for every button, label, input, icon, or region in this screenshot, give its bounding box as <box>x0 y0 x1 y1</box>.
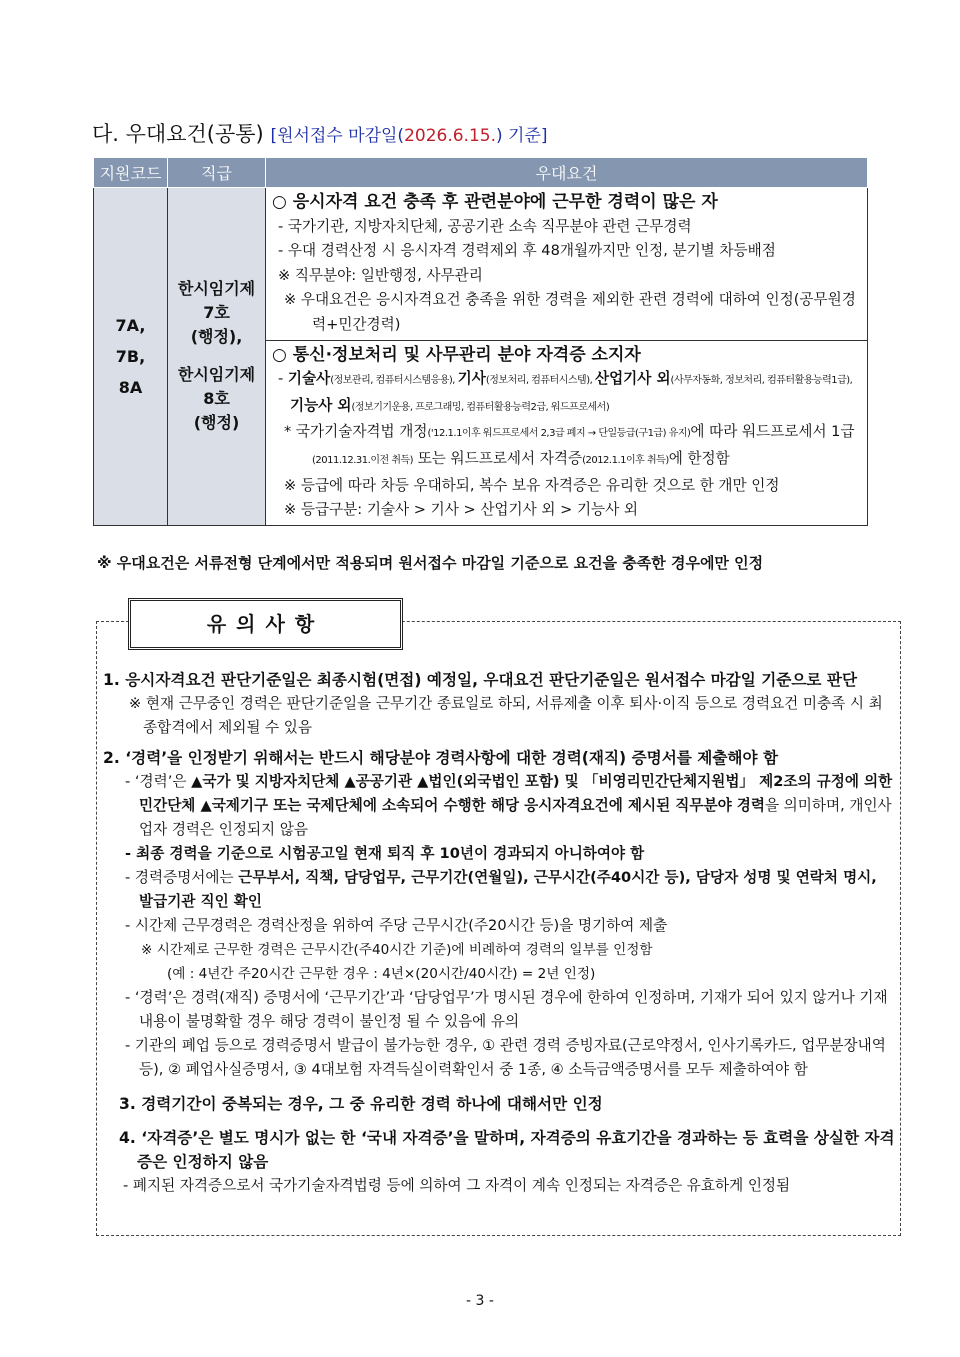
list-item: - 기술사(정보관리, 컴퓨터시스템응용), 기사(정보처리, 컴퓨터시스템), 산업기사 외(사무자동화, 정보처리, 컴퓨터활용능력1급), 기능사 외(정보기기운용, 프로그래밍, 컴퓨터활용능력2급, 워드프로세서) <box>278 370 853 414</box>
section-title <box>92 118 548 148</box>
basis-date-note: [원서접수 마감일(2026.6.15.) 기준] <box>270 126 548 146</box>
list-item: - 폐지된 자격증으로서 국가기술자격법령 등에 의하여 그 자격이 계속 인정되는 자격증은 유효하게 인정됨 <box>123 1177 791 1194</box>
list-item: - 우대 경력산정 시 응시자격 경력제외 후 48개월까지만 인정, 분기별 차등배점 <box>278 242 776 260</box>
list-item: - 경력증명서에는 근무부서, 직책, 담당업무, 근무기간(연월일), 근무시간(주40시간 등), 담당자 성명 및 연락처 명시, 발급기관 직인 확인 <box>125 869 877 910</box>
list-item: ※ 우대요건은 응시자격요건 충족을 위한 경력을 제외한 관련 경력에 대하여 인정(공무원경력+민간경력) <box>284 291 856 333</box>
notice-content <box>103 668 895 1198</box>
header-grade: 직급 <box>168 158 266 188</box>
example-line: (예 : 4년간 주20시간 근무한 경우 : 4년×(20시간/40시간) = 2년 인정) <box>167 966 596 982</box>
notice-item-2: 2. ‘경력’을 인정받기 위해서는 반드시 해당분야 경력사항에 대한 경력(재직) 증명서를 제출해야 함 <box>103 749 779 767</box>
table-footnote: ※ 우대요건은 서류전형 단계에서만 적용되며 원서접수 마감일 기준으로 요건을 충족한 경우에만 인정 <box>97 554 764 572</box>
table-row <box>94 188 868 341</box>
list-item: - 기관의 폐업 등으로 경력증명서 발급이 불가능한 경우, ① 관련 경력 증빙자료(근로약정서, 인사기록카드, 업무분장내역 등), ② 폐업사실증명서, ③ 4대보험 자격득실이력확인서 중 1종, ④ 소득금액증명서를 모두 제출하여야 함 <box>125 1037 886 1078</box>
requirement-license-cell <box>266 340 868 525</box>
preference-table <box>93 157 868 526</box>
list-item: ※ 직무분야: 일반행정, 사무관리 <box>278 266 483 284</box>
list-item: ※ 등급에 따라 차등 우대하되, 복수 보유 자격증은 유리한 것으로 한 개만 인정 <box>284 476 780 494</box>
list-item: ※ 등급구분: 기술사 > 기사 > 산업기사 외 > 기능사 외 <box>284 501 638 519</box>
list-item: - ‘경력’은 경력(재직) 증명서에 ‘근무기간’과 ‘담당업무’가 명시된 경우에 한하여 인정하며, 기재가 되어 있지 않거나 기재 내용이 불명확할 경우 해당 경력이 불인정 될 수 있음에 유의 <box>125 989 888 1030</box>
list-item: - 국가기관, 지방자치단체, 공공기관 소속 직무분야 관련 근무경력 <box>278 217 692 235</box>
list-item: ※ 현재 근무중인 경력은 판단기준일을 근무기간 종료일로 하되, 서류제출 이후 퇴사·이직 등으로 경력요건 미충족 시 최종합격에서 제외될 수 있음 <box>129 695 883 736</box>
career-heading: ○ 응시자격 요건 충족 후 관련분야에 근무한 경력이 많은 자 <box>272 192 718 212</box>
license-heading: ○ 통신·정보처리 및 사무관리 분야 자격증 소지자 <box>272 344 641 365</box>
section-title-text: 다. 우대요건(공통) <box>92 122 264 146</box>
page-number: - 3 - <box>466 1293 494 1309</box>
notice-title: 유의사항 <box>128 598 403 650</box>
notice-item-1: 1. 응시자격요건 판단기준일은 최종시험(면접) 예정일, 우대요건 판단기준일은 원서접수 마감일 기준으로 판단 <box>103 671 858 689</box>
notice-item-3: 3. 경력기간이 중복되는 경우, 그 중 유리한 경력 하나에 대해서만 인정 <box>119 1095 603 1113</box>
list-item: ※ 시간제로 근무한 경력은 근무시간(주40시간 기준)에 비례하여 경력의 일부를 인정함 <box>141 942 653 958</box>
grade-cell: 한시임기제 7호 (행정), 한시임기제 8호 (행정) <box>168 188 266 526</box>
header-requirement: 우대요건 <box>266 158 868 188</box>
requirement-career-cell <box>266 188 868 341</box>
list-item: * 국가기술자격법 개정('12.1.1이후 워드프로세서 2,3급 폐지 → 단일등급(구1급) 유지)에 따라 워드프로세서 1급(2011.12.31.이전 취득) 또는 워드프로세서 자격증(2012.1.1이후 취득)에 한정함 <box>284 423 855 467</box>
list-item: - 시간제 근무경력은 경력산정을 위하여 주당 근무시간(주20시간 등)을 명기하여 제출 <box>125 917 668 934</box>
list-item: - ‘경력’은 ▲국가 및 지방자치단체 ▲공공기관 ▲법인(외국법인 포함) 및 「비영리민간단체지원법」 제2조의 규정에 의한 민간단체 ▲국제기구 또는 국제단체에 소속되어 수행한 해당 응시자격요건에 제시된 직무분야 경력을 의미하며, 개인사업자 경력은 인정되지 않음 <box>125 773 893 838</box>
list-item: - 최종 경력을 기준으로 시험공고일 현재 퇴직 후 10년이 경과되지 아니하여야 함 <box>125 845 645 862</box>
notice-item-4: 4. ‘자격증’은 별도 명시가 없는 한 ‘국내 자격증’을 말하며, 자격증의 유효기간을 경과하는 등 효력을 상실한 자격증은 인정하지 않음 <box>119 1129 895 1171</box>
table-header-row <box>94 158 868 188</box>
header-code: 지원코드 <box>94 158 168 188</box>
deadline-date: 2026.6.15. <box>404 126 496 146</box>
code-cell: 7A, 7B, 8A <box>94 188 168 526</box>
